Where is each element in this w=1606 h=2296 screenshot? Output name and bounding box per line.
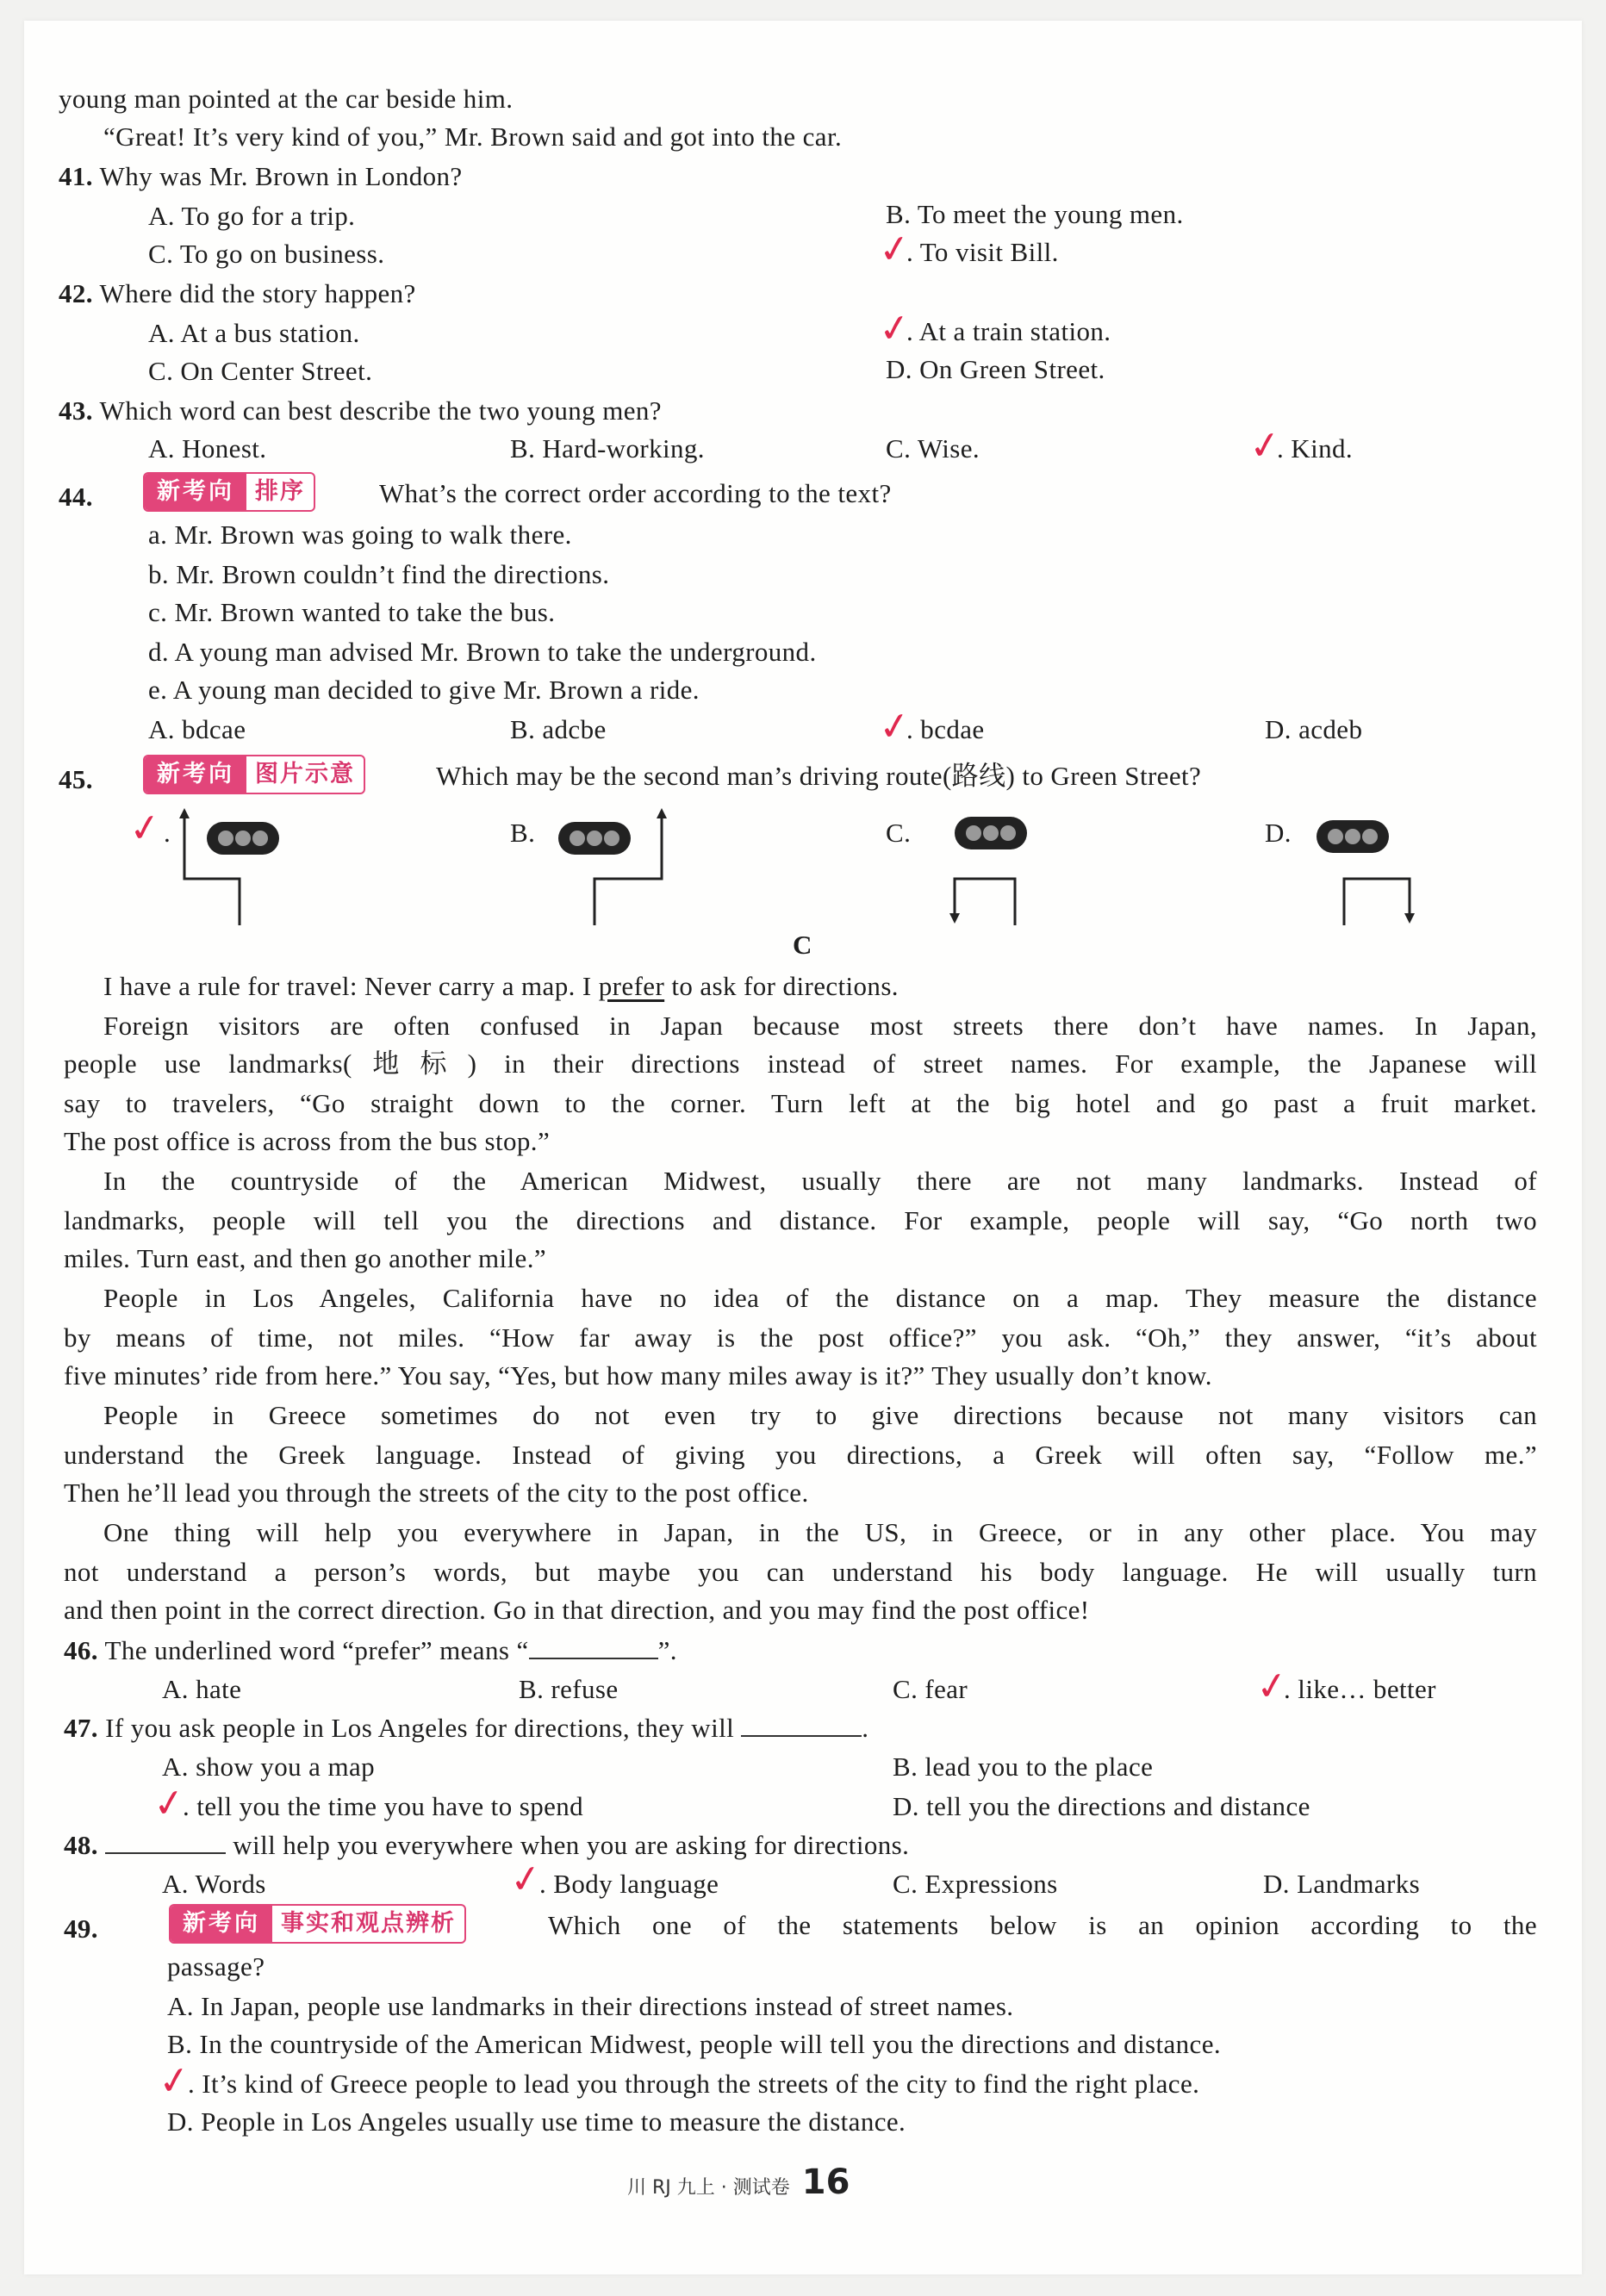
option-43-c[interactable]: C. Wise. bbox=[886, 433, 980, 464]
check-mark-icon: ✓ bbox=[507, 1855, 545, 1904]
question-stem: Which may be the second man’s driving route(路线) to Green Street? bbox=[436, 761, 1202, 791]
section-letter: C bbox=[793, 930, 812, 960]
question-stem: Why was Mr. Brown in London? bbox=[99, 161, 463, 191]
option-41-a[interactable]: A. To go for a trip. bbox=[148, 201, 356, 231]
page-footer bbox=[627, 2162, 850, 2202]
passage-line: miles. Turn east, and then go another mile.” bbox=[64, 1243, 547, 1273]
question-stem: What’s the correct order according to the text? bbox=[379, 478, 892, 508]
question-stem: If you ask people in Los Angeles for directions, they will bbox=[105, 1713, 735, 1743]
option-44-a[interactable]: A. bdcae bbox=[148, 714, 246, 744]
option-43-b[interactable]: B. Hard-working. bbox=[510, 433, 705, 464]
option-48-b[interactable]: ✓ . Body language bbox=[507, 1855, 719, 1904]
option-46-c[interactable]: C. fear bbox=[893, 1674, 968, 1704]
option-47-b[interactable]: B. lead you to the place bbox=[893, 1752, 1154, 1782]
passage-line: by means of time, not miles. “How far away is the post office?” you ask. “Oh,” they answer, “it’s about bbox=[64, 1322, 1537, 1353]
question-number: 41. bbox=[59, 161, 93, 191]
page-number: 16 bbox=[801, 2162, 850, 2202]
question-48 bbox=[64, 1828, 909, 1862]
passage-line: People in Los Angeles, California have no idea of the distance on a map. They measure the distance bbox=[103, 1283, 1537, 1313]
passage-line: One thing will help you everywhere in Japan, in the US, in Greece, or in any other place. You may bbox=[103, 1517, 1537, 1547]
option-48-c[interactable]: C. Expressions bbox=[893, 1869, 1058, 1899]
question-stem: will help you everywhere when you are asking for directions. bbox=[233, 1830, 910, 1860]
route-diagram-a[interactable] bbox=[172, 805, 284, 934]
option-47-d[interactable]: D. tell you the directions and distance bbox=[893, 1791, 1310, 1821]
passage-line: The post office is across from the bus stop.” bbox=[64, 1126, 551, 1156]
exam-page bbox=[24, 21, 1582, 2274]
route-diagram-d[interactable] bbox=[1299, 805, 1429, 934]
question-number: 47. bbox=[64, 1713, 98, 1743]
option-44-d[interactable]: D. acdeb bbox=[1265, 714, 1363, 744]
answer-blank bbox=[105, 1828, 226, 1854]
passage-line: Foreign visitors are often confused in Japan because most streets there don’t have names. In Japan, bbox=[103, 1011, 1537, 1041]
passage-line: People in Greece sometimes do not even try to give directions because not many visitors can bbox=[103, 1400, 1537, 1430]
arrow-up-icon bbox=[657, 808, 667, 818]
option-48-a[interactable]: A. Words bbox=[162, 1869, 266, 1899]
option-49-b[interactable]: B. In the countryside of the American Midwest, people will tell you the directions and distance. bbox=[167, 2029, 1221, 2059]
option-44-b[interactable]: B. adcbe bbox=[510, 714, 607, 744]
order-item: c. Mr. Brown wanted to take the bus. bbox=[148, 597, 556, 627]
question-stem: The underlined word “prefer” means “ bbox=[104, 1635, 529, 1665]
option-42-c[interactable]: C. On Center Street. bbox=[148, 356, 373, 386]
question-number: 43. bbox=[59, 395, 93, 426]
order-item: e. A young man decided to give Mr. Brown a ride. bbox=[148, 675, 700, 705]
passage-line: I have a rule for travel: Never carry a map. I prefer to ask for directions. bbox=[103, 971, 899, 1001]
answer-blank bbox=[529, 1633, 658, 1659]
check-mark-icon: ✓ bbox=[875, 702, 914, 751]
new-trend-tag: 新考向 图片示意 bbox=[143, 755, 365, 794]
route-diagram-c[interactable] bbox=[920, 805, 1049, 934]
question-stem: Where did the story happen? bbox=[99, 278, 416, 308]
question-number: 45. bbox=[59, 764, 93, 794]
option-48-d[interactable]: D. Landmarks bbox=[1263, 1869, 1421, 1899]
option-41-c[interactable]: C. To go on business. bbox=[148, 239, 385, 269]
question-stem: Which word can best describe the two young men? bbox=[99, 395, 662, 426]
check-mark-icon: ✓ bbox=[150, 1779, 189, 1828]
order-item: a. Mr. Brown was going to walk there. bbox=[148, 520, 572, 550]
check-mark-icon: ✓ bbox=[155, 2056, 194, 2106]
passage-line: understand the Greek language. Instead of giving you directions, a Greek will often say, “Follow me.” bbox=[64, 1440, 1537, 1470]
passage-line: In the countryside of the American Midwest, usually there are not many landmarks. Instead of bbox=[103, 1166, 1537, 1196]
question-43 bbox=[59, 395, 662, 427]
option-42-a[interactable]: A. At a bus station. bbox=[148, 318, 360, 348]
question-number: 46. bbox=[64, 1635, 98, 1665]
new-trend-tag: 新考向 排序 bbox=[143, 472, 315, 512]
passage-line: and then point in the correct direction. Go in that direction, and you may find the post office! bbox=[64, 1595, 1090, 1625]
option-43-a[interactable]: A. Honest. bbox=[148, 433, 267, 464]
arrow-down-icon bbox=[949, 913, 960, 924]
check-mark-icon: ✓ bbox=[1246, 421, 1285, 470]
passage-line: Then he’ll lead you through the streets of the city to the post office. bbox=[64, 1478, 809, 1508]
option-47-c[interactable]: ✓ . tell you the time you have to spend bbox=[150, 1779, 584, 1828]
question-number: 48. bbox=[64, 1830, 98, 1860]
question-number: 44. bbox=[59, 482, 93, 512]
option-49-c[interactable]: ✓ . It’s kind of Greece people to lead you through the streets of the city to find the right place. bbox=[155, 2056, 1200, 2106]
question-number: 42. bbox=[59, 278, 93, 308]
option-45-d[interactable]: D. bbox=[1265, 818, 1292, 848]
question-42 bbox=[59, 277, 416, 310]
passage-line: people use landmarks(地标) in their directions instead of street names. For example, the Japanese will bbox=[64, 1048, 1537, 1079]
option-45-c[interactable]: C. bbox=[886, 818, 912, 848]
footer-label: 川 RJ 九上 · 测试卷 bbox=[627, 2177, 790, 2199]
check-mark-icon: ✓ bbox=[126, 804, 165, 853]
option-43-d[interactable]: ✓ . Kind. bbox=[1246, 421, 1354, 470]
option-47-a[interactable]: A. show you a map bbox=[162, 1752, 376, 1782]
question-46: 46. The underlined word “prefer” means “ ”. bbox=[64, 1635, 677, 1665]
option-41-d[interactable]: ✓ . To visit Bill. bbox=[875, 225, 1059, 274]
passage-line: say to travelers, “Go straight down to the corner. Turn left at the big hotel and go past a fruit market. bbox=[64, 1088, 1537, 1118]
question-41 bbox=[59, 160, 463, 193]
option-42-d[interactable]: D. On Green Street. bbox=[886, 354, 1105, 384]
order-item: b. Mr. Brown couldn’t find the directions. bbox=[148, 559, 610, 589]
passage-line: “Great! It’s very kind of you,” Mr. Brown said and got into the car. bbox=[103, 121, 843, 152]
arrow-up-icon bbox=[179, 808, 190, 818]
question-number: 49. bbox=[64, 1913, 98, 1944]
option-46-d[interactable]: ✓ . like… better bbox=[1253, 1662, 1436, 1711]
order-item: d. A young man advised Mr. Brown to take the underground. bbox=[148, 637, 817, 667]
new-trend-tag: 新考向 事实和观点辨析 bbox=[169, 1904, 466, 1944]
option-46-b[interactable]: B. refuse bbox=[519, 1674, 619, 1704]
passage-line: not understand a person’s words, but maybe you can understand his body language. He will usually turn bbox=[64, 1557, 1537, 1587]
option-41-b[interactable]: B. To meet the young men. bbox=[886, 199, 1184, 229]
question-stem: passage? bbox=[167, 1951, 265, 1982]
option-49-a[interactable]: A. In Japan, people use landmarks in their directions instead of street names. bbox=[167, 1991, 1014, 2021]
check-mark-icon: ✓ bbox=[875, 304, 914, 353]
question-47: 47. If you ask people in Los Angeles for directions, they will . bbox=[64, 1713, 869, 1743]
passage-line: landmarks, people will tell you the directions and distance. For example, people will say, “Go north two bbox=[64, 1205, 1537, 1235]
underlined-word: prefer bbox=[598, 971, 665, 1001]
passage-line: young man pointed at the car beside him. bbox=[59, 84, 514, 114]
option-49-d[interactable]: D. People in Los Angeles usually use time to measure the distance. bbox=[167, 2106, 906, 2137]
option-45-a[interactable]: ✓ . bbox=[126, 804, 171, 853]
answer-blank bbox=[741, 1711, 862, 1737]
question-stem: Which one of the statements below is an opinion according to the bbox=[548, 1910, 1537, 1940]
option-46-a[interactable]: A. hate bbox=[162, 1674, 242, 1704]
option-44-c[interactable]: ✓ . bcdae bbox=[875, 702, 985, 751]
route-diagram-b[interactable] bbox=[558, 805, 688, 934]
passage-line: five minutes’ ride from here.” You say, “Yes, but how many miles away is it?” They usually don’t know. bbox=[64, 1360, 1212, 1391]
arrow-down-icon bbox=[1404, 913, 1415, 924]
option-42-b[interactable]: ✓ . At a train station. bbox=[875, 304, 1111, 353]
option-45-b[interactable]: B. bbox=[510, 818, 536, 848]
check-mark-icon: ✓ bbox=[875, 225, 914, 274]
check-mark-icon: ✓ bbox=[1253, 1662, 1292, 1711]
